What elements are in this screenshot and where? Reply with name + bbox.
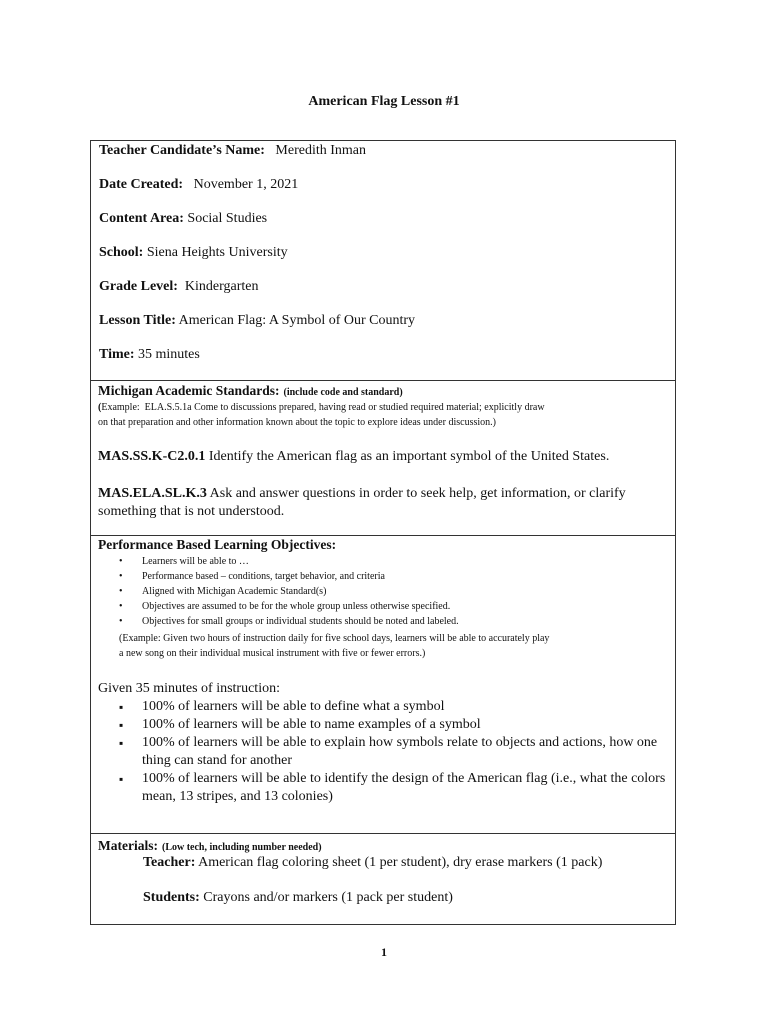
standards-example-line-1: ELA.S.5.1a Come to discussions prepared, having read or studied required material; explicitly draw [144,402,545,413]
list-item: ▪ 100% of learners will be able to define what a symbol [119,698,669,716]
standards-example: (Example: ELA.S.5.1a Come to discussions prepared, having read or studied required material; explicitly draw on that preparation and other information known about the topic to explore ideas under discussion.) [98,400,673,430]
page-number: 1 [381,945,387,959]
materials-teacher-value: American flag coloring sheet (1 per student), dry erase markers (1 pack) [198,855,603,870]
standard-1 [98,448,609,466]
date-created-row [99,177,298,193]
standards-example-label: Example: [101,402,140,413]
list-item: • Performance based – conditions, target behavior, and criteria [119,569,459,584]
content-area-label: Content Area: [99,211,184,226]
content-area-value: Social Studies [187,211,268,226]
objectives-section [90,535,676,834]
school-label: School: [99,245,144,260]
standards-example-line-2: on that preparation and other information known about the topic to explore ideas under discussion.) [98,417,496,428]
time-row [99,347,200,363]
list-item: • Objectives for small groups or individual students should be noted and labeled. [119,614,459,629]
objectives-intro: Given 35 minutes of instruction: [98,681,280,696]
standard-2 [98,485,673,521]
grade-level-value: Kindergarten [184,279,259,294]
materials-section [90,833,676,925]
list-item: • Learners will be able to … [119,554,459,569]
materials-students-value: Crayons and/or markers (1 pack per student) [203,890,453,905]
document-title: American Flag Lesson #1 [308,94,460,109]
materials-teacher-row [143,855,602,871]
objectives-example-line-1: (Example: Given two hours of instruction daily for five school days, learners will be able to accurately play [119,633,550,644]
lesson-title-label: Lesson Title: [99,313,176,328]
school-value: Siena Heights University [146,245,288,260]
lesson-info-section [90,140,676,381]
objectives-example [119,631,549,661]
materials-students-label: Students: [143,890,200,905]
standard-2-text-line-1: Ask and answer questions in order to seek help, get information, or clarify [209,486,626,501]
time-value: 35 minutes [138,347,200,362]
materials-students-row [143,890,453,906]
standard-2-code: MAS.ELA.SL.K.3 [98,486,207,501]
teacher-name-row [99,143,366,159]
standards-heading: Michigan Academic Standards: (include code and standard) [98,383,403,398]
objectives-list [119,698,669,806]
list-item: ▪ 100% of learners will be able to identify the design of the American flag (i.e., what the colors mean, 13 stripes, and 13 colonies) [119,770,669,806]
objectives-example-line-2: a new song on their individual musical instrument with five or fewer errors.) [119,648,426,659]
materials-heading-note: (Low tech, including number needed) [161,842,322,853]
grade-level-label: Grade Level: [99,279,178,294]
date-created-label: Date Created: [99,177,184,192]
objectives-heading: Performance Based Learning Objectives: [98,537,337,552]
list-item: • Aligned with Michigan Academic Standard(s) [119,584,459,599]
grade-level-row [99,279,259,295]
lesson-title-value: American Flag: A Symbol of Our Country [178,313,416,328]
teacher-name-value: Meredith Inman [275,143,367,158]
lesson-title-row [99,313,415,329]
standard-2-text-line-2: something that is not understood. [98,504,285,519]
school-row [99,245,288,261]
materials-teacher-label: Teacher: [143,855,196,870]
content-area-row [99,211,267,227]
date-created-value: November 1, 2021 [193,177,299,192]
teacher-name-label: Teacher Candidate’s Name: [99,143,265,158]
standards-heading-note: (include code and standard) [283,387,403,398]
list-item: ▪ 100% of learners will be able to explain how symbols relate to objects and actions, how one thing can stand for another [119,734,669,770]
list-item: • Objectives are assumed to be for the whole group unless otherwise specified. [119,599,459,614]
materials-heading: Materials: (Low tech, including number needed) [98,838,322,853]
time-label: Time: [99,347,135,362]
standards-section [90,380,676,536]
standard-1-text: Identify the American flag as an important symbol of the United States. [208,449,610,464]
standard-1-code: MAS.SS.K-C2.0.1 [98,449,206,464]
list-item: ▪ 100% of learners will be able to name examples of a symbol [119,716,669,734]
objectives-guide-list [119,554,459,629]
